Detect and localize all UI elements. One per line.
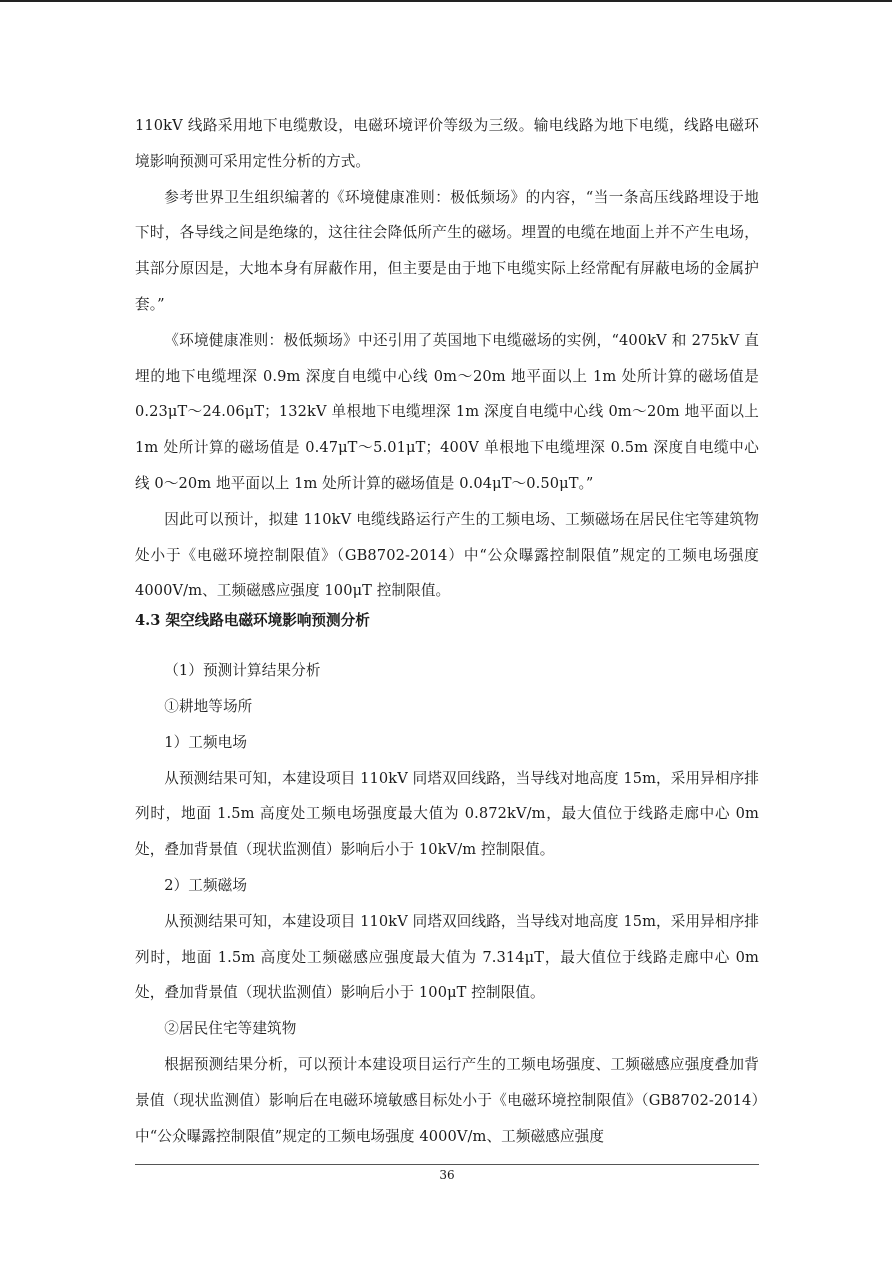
top-border-line	[0, 0, 892, 2]
paragraph-residential-title: ②居民住宅等建筑物	[164, 1020, 297, 1038]
paragraph-electric-field-title: 1）工频电场	[164, 733, 248, 751]
paragraph-electric-field-result: 从预测结果可知，本建设项目 110kV 同塔双回线路，当导线对地高度 15m，采用异相序排列时，地面 1.5m 高度处工频电场强度最大值为 0.872kV/m，最大值位于线路走廊中心 0m 处，叠加背景值（现状监测值）影响后小于 10kV/m 控制限值。	[135, 769, 759, 859]
paragraph-conclusion: 因此可以预计，拟建 110kV 电缆线路运行产生的工频电场、工频磁场在居民住宅等建筑物处小于《电磁环境控制限值》（GB8702-2014）中“公众曝露控制限值”规定的工频电场强度 4000V/m、工频磁感应强度 100μT 控制限值。	[135, 510, 759, 600]
footer-divider	[135, 1164, 759, 1165]
paragraph-magnetic-field-title: 2）工频磁场	[164, 876, 248, 894]
paragraph-residential-result: 根据预测结果分析，可以预计本建设项目运行产生的工频电场强度、工频磁感应强度叠加背景值（现状监测值）影响后在电磁环境敏感目标处小于《电磁环境控制限值》（GB8702-2014）中“公众曝露控制限值”规定的工频电场强度 4000V/m、工频磁感应强度	[135, 1055, 759, 1145]
paragraph-magnetic-field-result: 从预测结果可知，本建设项目 110kV 同塔双回线路，当导线对地高度 15m，采用异相序排列时，地面 1.5m 高度处工频磁感应强度最大值为 7.314μT，最大值位于线路走廊中心 0m 处，叠加背景值（现状监测值）影响后小于 100μT 控制限值。	[135, 912, 759, 1002]
paragraph-farmland-title: ①耕地等场所	[164, 697, 253, 715]
paragraph-who-reference: 参考世界卫生组织编著的《环境健康准则：极低频场》的内容，“当一条高压线路埋设于地下时，各导线之间是绝缘的，这往往会降低所产生的磁场。埋置的电缆在地面上并不产生电场，其部分原因是，大地本身有屏蔽作用，但主要是由于地下电缆实际上经常配有屏蔽电场的金属护套。”	[135, 188, 759, 313]
paragraph-subsection-title: （1）预测计算结果分析	[164, 662, 321, 680]
document-page	[135, 108, 759, 1154]
paragraph-cable-assessment: 110kV 线路采用地下电缆敷设，电磁环境评价等级为三级。输电线路为地下电缆，线路电磁环境影响预测可采用定性分析的方式。	[135, 117, 759, 170]
page-number: 36	[439, 1168, 455, 1182]
paragraph-uk-cable-example: 《环境健康准则：极低频场》中还引用了英国地下电缆磁场的实例，“400kV 和 275kV 直埋的地下电缆埋深 0.9m 深度自电缆中心线 0m～20m 地平面以上 1m 处所计算的磁场值是 0.23μT～24.06μT；132kV 单根地下电缆埋深 1m 深度自电缆中心线 0m～20m 地平面以上 1m 处所计算的磁场值是 0.47μT～5.01μT；400V 单根地下电缆埋深 0.5m 深度自电缆中心线 0～20m 地平面以上 1m 处所计算的磁场值是 0.04μT～0.50μT。”	[135, 331, 759, 492]
section-heading: 4.3 架空线路电磁环境影响预测分析	[135, 612, 370, 630]
